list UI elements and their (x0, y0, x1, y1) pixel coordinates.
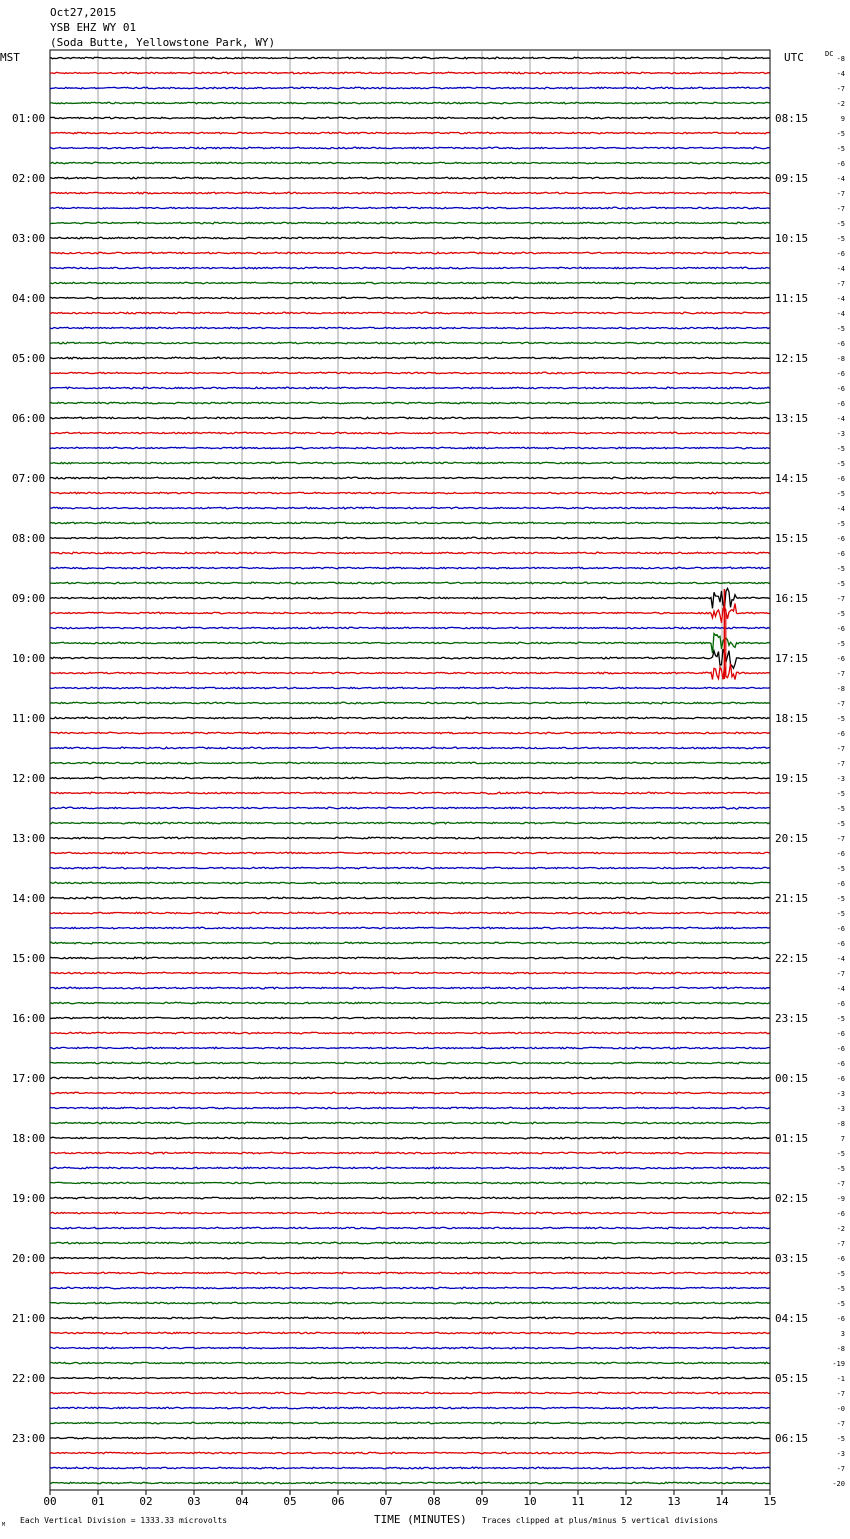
trace-90 (50, 1407, 770, 1409)
dc-offset: -4 (836, 310, 845, 318)
dc-offset: -6 (836, 535, 845, 543)
trace-40 (50, 649, 770, 668)
dc-offset: -5 (836, 715, 845, 723)
dc-offset: -3 (836, 1105, 845, 1113)
header (50, 6, 275, 49)
trace-7 (50, 162, 770, 164)
trace-27 (50, 462, 770, 464)
trace-56 (50, 897, 770, 899)
x-tick-label: 14 (715, 1495, 729, 1508)
dc-offset: -7 (836, 745, 845, 753)
dc-offset: -8 (836, 55, 845, 63)
trace-28 (50, 477, 770, 479)
dc-offset: -6 (836, 475, 845, 483)
trace-62 (50, 987, 770, 989)
trace-44 (50, 717, 770, 719)
dc-offset: -3 (836, 1090, 845, 1098)
trace-45 (50, 732, 770, 734)
dc-offset: -7 (836, 190, 845, 198)
dc-offset: -5 (836, 790, 845, 798)
trace-70 (50, 1107, 770, 1109)
dc-offset: -6 (836, 850, 845, 858)
x-tick-label: 07 (379, 1495, 393, 1508)
hour-label-utc: 17:15 (775, 652, 809, 665)
dc-offset: -5 (836, 145, 845, 153)
hour-label-mst: 13:00 (12, 832, 46, 845)
header-station: YSB EHZ WY 01 (50, 21, 137, 34)
hour-label-mst: 10:00 (12, 652, 46, 665)
hour-label-mst: 09:00 (12, 592, 46, 605)
dc-offset: -6 (836, 730, 845, 738)
dc-offset: -1 (836, 1375, 845, 1383)
minute-grid (98, 50, 722, 1490)
dc-offset: -6 (836, 1060, 845, 1068)
trace-69 (50, 1092, 770, 1094)
hour-label-mst: 12:00 (12, 772, 46, 785)
dc-offset: -6 (836, 550, 845, 558)
dc-offset: -6 (836, 385, 845, 393)
dc-offset: -6 (836, 1000, 845, 1008)
dc-offset: -5 (836, 1435, 845, 1443)
trace-15 (50, 282, 770, 284)
trace-48 (50, 777, 770, 779)
dc-offset: -4 (836, 955, 845, 963)
trace-72 (50, 1137, 770, 1139)
scale-note: Each Vertical Division = 1333.33 microvolts (20, 1516, 228, 1525)
dc-offset: -5 (836, 220, 845, 228)
trace-49 (50, 792, 770, 794)
dc-offset: -5 (836, 520, 845, 528)
dc-offset: -4 (836, 415, 845, 423)
dc-offset: -5 (836, 445, 845, 453)
hour-label-utc: 20:15 (775, 832, 809, 845)
dc-offset: -6 (836, 1075, 845, 1083)
trace-9 (50, 192, 770, 194)
trace-83 (50, 1302, 770, 1304)
trace-82 (50, 1287, 770, 1289)
dc-offset: -7 (836, 1390, 845, 1398)
trace-10 (50, 207, 770, 209)
trace-84 (50, 1317, 770, 1319)
trace-21 (50, 372, 770, 374)
trace-19 (50, 342, 770, 344)
dc-offset: -7 (836, 970, 845, 978)
trace-14 (50, 267, 770, 269)
hour-label-mst: 16:00 (12, 1012, 46, 1025)
dc-offset: -7 (836, 1240, 845, 1248)
dc-offset: -7 (836, 670, 845, 678)
hour-label-utc: 05:15 (775, 1372, 809, 1385)
dc-offset: -5 (836, 1015, 845, 1023)
dc-label: DC (825, 50, 834, 58)
trace-1 (50, 72, 770, 74)
hour-label-mst: 23:00 (12, 1432, 46, 1445)
x-tick-label: 02 (139, 1495, 153, 1508)
dc-offset: -5 (836, 820, 845, 828)
dc-offset: -5 (836, 580, 845, 588)
trace-6 (50, 147, 770, 149)
dc-offset: -5 (836, 490, 845, 498)
hour-label-utc: 06:15 (775, 1432, 809, 1445)
trace-29 (50, 492, 770, 494)
dc-offset: -8 (836, 1345, 845, 1353)
utc-label: UTC (784, 51, 804, 64)
dc-offset: -7 (836, 1420, 845, 1428)
hour-label-utc: 00:15 (775, 1072, 809, 1085)
trace-76 (50, 1197, 770, 1199)
dc-offset: -6 (836, 880, 845, 888)
dc-offset: -7 (836, 1180, 845, 1188)
hour-label-utc: 16:15 (775, 592, 809, 605)
dc-offset: -5 (836, 895, 845, 903)
dc-offset-labels (832, 55, 845, 1488)
hour-label-utc: 11:15 (775, 292, 809, 305)
trace-67 (50, 1062, 770, 1064)
trace-92 (50, 1437, 770, 1439)
trace-59 (50, 942, 770, 944)
dc-offset: -6 (836, 370, 845, 378)
trace-88 (50, 1377, 770, 1379)
plot-border (50, 50, 770, 1490)
trace-36 (50, 588, 770, 608)
trace-42 (50, 687, 770, 689)
trace-17 (50, 312, 770, 314)
trace-12 (50, 237, 770, 239)
dc-offset: -3 (836, 775, 845, 783)
dc-offset: -19 (832, 1360, 845, 1368)
trace-86 (50, 1347, 770, 1349)
x-tick-label: 05 (283, 1495, 297, 1508)
x-tick-label: 10 (523, 1495, 537, 1508)
x-tick-label: 13 (667, 1495, 681, 1508)
dc-offset: -4 (836, 70, 845, 78)
x-tick-label: 11 (571, 1495, 585, 1508)
trace-89 (50, 1392, 770, 1394)
trace-24 (50, 417, 770, 419)
dc-offset: -3 (836, 1450, 845, 1458)
dc-offset: -3 (836, 430, 845, 438)
dc-offset: -4 (836, 295, 845, 303)
dc-offset: -5 (836, 1150, 845, 1158)
trace-51 (50, 822, 770, 824)
x-tick-label: 04 (235, 1495, 249, 1508)
trace-43 (50, 702, 770, 704)
hour-label-utc: 09:15 (775, 172, 809, 185)
trace-38 (50, 627, 770, 629)
dc-offset: -6 (836, 340, 845, 348)
x-tick-label: 08 (427, 1495, 441, 1508)
hour-label-mst: 07:00 (12, 472, 46, 485)
hour-label-mst: 20:00 (12, 1252, 46, 1265)
hour-label-utc: 19:15 (775, 772, 809, 785)
dc-offset: -6 (836, 625, 845, 633)
dc-offset: -6 (836, 655, 845, 663)
dc-offset: -7 (836, 85, 845, 93)
x-tick-label: 06 (331, 1495, 345, 1508)
x-axis-title: TIME (MINUTES) (374, 1513, 467, 1526)
trace-78 (50, 1227, 770, 1229)
x-tick-label: 15 (763, 1495, 777, 1508)
hour-label-mst: 01:00 (12, 112, 46, 125)
trace-25 (50, 432, 770, 434)
dc-offset: -0 (836, 1405, 845, 1413)
hour-label-utc: 18:15 (775, 712, 809, 725)
clip-note: Traces clipped at plus/minus 5 vertical divisions (482, 1516, 719, 1525)
dc-offset: -6 (836, 1030, 845, 1038)
trace-11 (50, 222, 770, 224)
dc-offset: -5 (836, 640, 845, 648)
trace-2 (50, 87, 770, 89)
trace-16 (50, 297, 770, 299)
dc-offset: 7 (840, 1135, 845, 1143)
trace-64 (50, 1017, 770, 1019)
trace-35 (50, 582, 770, 584)
x-tick-label: 00 (43, 1495, 57, 1508)
trace-8 (50, 177, 770, 179)
trace-79 (50, 1242, 770, 1244)
dc-offset: -7 (836, 700, 845, 708)
dc-offset: -5 (836, 1165, 845, 1173)
hour-label-mst: 11:00 (12, 712, 46, 725)
hour-label-mst: 17:00 (12, 1072, 46, 1085)
trace-80 (50, 1257, 770, 1259)
hour-label-utc: 13:15 (775, 412, 809, 425)
trace-46 (50, 747, 770, 749)
dc-offset: -2 (836, 1225, 845, 1233)
dc-offset: -6 (836, 1045, 845, 1053)
dc-offset: -8 (836, 355, 845, 363)
dc-offset: -6 (836, 940, 845, 948)
plot-frame (50, 50, 770, 1490)
trace-53 (50, 852, 770, 854)
hour-label-mst: 21:00 (12, 1312, 46, 1325)
dc-offset: 3 (840, 1330, 845, 1338)
dc-offset: -5 (836, 910, 845, 918)
trace-63 (50, 1002, 770, 1004)
dc-offset: -8 (836, 685, 845, 693)
dc-offset: -6 (836, 160, 845, 168)
x-tick-label: 01 (91, 1495, 105, 1508)
dc-offset: -5 (836, 325, 845, 333)
trace-31 (50, 522, 770, 524)
hour-label-utc: 22:15 (775, 952, 809, 965)
header-location: (Soda Butte, Yellowstone Park, WY) (50, 36, 276, 49)
dc-offset: -9 (836, 1195, 845, 1203)
dc-offset: -7 (836, 835, 845, 843)
traces (50, 57, 770, 1484)
hour-label-mst: 03:00 (12, 232, 46, 245)
trace-47 (50, 762, 770, 764)
trace-52 (50, 837, 770, 839)
trace-55 (50, 882, 770, 884)
trace-81 (50, 1272, 770, 1274)
trace-74 (50, 1167, 770, 1169)
trace-58 (50, 927, 770, 929)
dc-offset: -5 (836, 235, 845, 243)
trace-85 (50, 1332, 770, 1334)
dc-offset: -5 (836, 610, 845, 618)
header-date: Oct27,2015 (50, 6, 117, 19)
trace-61 (50, 972, 770, 974)
dc-offset: -4 (836, 985, 845, 993)
trace-87 (50, 1362, 770, 1364)
hour-label-utc: 02:15 (775, 1192, 809, 1205)
hour-label-utc: 03:15 (775, 1252, 809, 1265)
dc-offset: -4 (836, 175, 845, 183)
x-axis (43, 1490, 776, 1508)
hour-label-mst: 22:00 (12, 1372, 46, 1385)
dc-offset: -5 (836, 1300, 845, 1308)
trace-77 (50, 1212, 770, 1214)
x-tick-label: 03 (187, 1495, 201, 1508)
hour-label-mst: 06:00 (12, 412, 46, 425)
trace-95 (50, 1482, 770, 1484)
dc-offset: -6 (836, 1210, 845, 1218)
hour-label-utc: 14:15 (775, 472, 809, 485)
hour-label-mst: 05:00 (12, 352, 46, 365)
dc-offset: -5 (836, 1285, 845, 1293)
dc-offset: -4 (836, 505, 845, 513)
x-tick-label: 12 (619, 1495, 633, 1508)
trace-20 (50, 357, 770, 359)
hour-label-mst: 08:00 (12, 532, 46, 545)
dc-offset: -5 (836, 565, 845, 573)
hour-label-mst: 19:00 (12, 1192, 46, 1205)
trace-32 (50, 537, 770, 539)
hour-label-utc: 12:15 (775, 352, 809, 365)
trace-26 (50, 447, 770, 449)
trace-68 (50, 1077, 770, 1079)
dc-offset: -7 (836, 205, 845, 213)
dc-offset: -7 (836, 1465, 845, 1473)
trace-50 (50, 807, 770, 809)
hour-label-utc: 01:15 (775, 1132, 809, 1145)
trace-0 (50, 57, 770, 59)
dc-offset: -20 (832, 1480, 845, 1488)
dc-offset: -6 (836, 400, 845, 408)
trace-13 (50, 252, 770, 254)
dc-offset: -5 (836, 805, 845, 813)
corner-mark: M (2, 1522, 6, 1528)
dc-offset: -7 (836, 280, 845, 288)
trace-5 (50, 132, 770, 134)
dc-offset: 9 (840, 115, 845, 123)
dc-offset: -5 (836, 865, 845, 873)
dc-offset: -6 (836, 1255, 845, 1263)
trace-93 (50, 1452, 770, 1454)
hour-label-utc: 21:15 (775, 892, 809, 905)
trace-18 (50, 327, 770, 329)
hour-label-mst: 18:00 (12, 1132, 46, 1145)
hour-label-utc: 04:15 (775, 1312, 809, 1325)
trace-33 (50, 552, 770, 554)
trace-3 (50, 102, 770, 104)
trace-73 (50, 1152, 770, 1154)
trace-23 (50, 402, 770, 404)
dc-offset: -4 (836, 265, 845, 273)
hour-label-utc: 15:15 (775, 532, 809, 545)
dc-offset: -6 (836, 1315, 845, 1323)
dc-offset: -5 (836, 130, 845, 138)
trace-71 (50, 1122, 770, 1124)
trace-4 (50, 117, 770, 119)
x-tick-label: 09 (475, 1495, 489, 1508)
hour-label-mst: 02:00 (12, 172, 46, 185)
trace-60 (50, 957, 770, 959)
dc-offset: -5 (836, 1270, 845, 1278)
trace-94 (50, 1467, 770, 1469)
trace-22 (50, 387, 770, 389)
hour-label-utc: 10:15 (775, 232, 809, 245)
hour-label-mst: 15:00 (12, 952, 46, 965)
dc-offset: -7 (836, 760, 845, 768)
trace-57 (50, 912, 770, 914)
dc-offset: -6 (836, 250, 845, 258)
mst-label: MST (0, 51, 20, 64)
trace-30 (50, 507, 770, 509)
dc-offset: -7 (836, 595, 845, 603)
trace-66 (50, 1047, 770, 1049)
trace-39 (50, 634, 770, 654)
trace-34 (50, 567, 770, 569)
hour-label-utc: 08:15 (775, 112, 809, 125)
trace-75 (50, 1182, 770, 1184)
dc-offset: -8 (836, 1120, 845, 1128)
dc-offset: -5 (836, 460, 845, 468)
trace-37 (50, 603, 770, 622)
hour-label-utc: 23:15 (775, 1012, 809, 1025)
trace-65 (50, 1032, 770, 1034)
trace-91 (50, 1422, 770, 1424)
trace-54 (50, 867, 770, 869)
hour-label-mst: 14:00 (12, 892, 46, 905)
dc-offset: -2 (836, 100, 845, 108)
hour-label-mst: 04:00 (12, 292, 46, 305)
trace-41 (50, 663, 770, 679)
dc-offset: -6 (836, 925, 845, 933)
